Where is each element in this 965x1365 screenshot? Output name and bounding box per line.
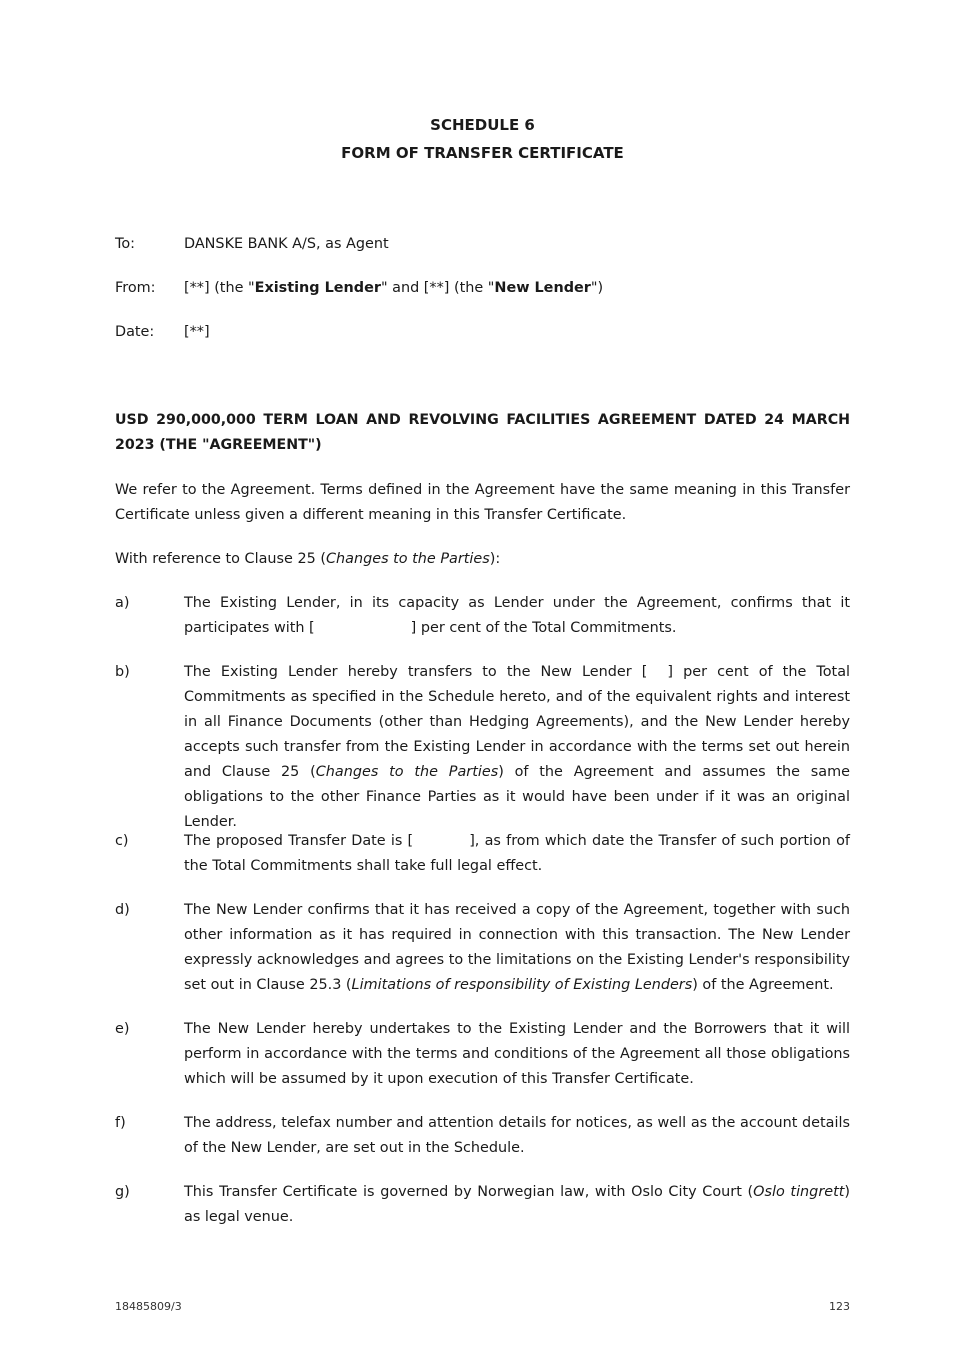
form-heading: FORM OF TRANSFER CERTIFICATE (341, 144, 624, 162)
list-text-c (184, 829, 850, 879)
item-c-text-1: The proposed Transfer Date is [ (184, 833, 414, 849)
item-g-text-2: ) as legal venue. (184, 1184, 850, 1225)
item-g-text-1: This Transfer Certificate is governed by Norwegian law, with Oslo City Court ( (184, 1184, 754, 1200)
list-text-f: The address, telefax number and attention details for notices, as well as the account details of the New Lender, are set out in the Schedule. (184, 1115, 850, 1156)
item-d-italic: Limitations of responsibility of Existing Lenders (351, 977, 693, 993)
date-label: Date: (115, 324, 155, 340)
list-item-g (115, 1180, 850, 1230)
to-label: To: (115, 236, 135, 252)
reference-text-2: ): (489, 551, 501, 567)
item-b-italic: Changes to the Parties (315, 764, 499, 780)
item-a-text-1: The Existing Lender, in its capacity as Lender under the Agreement, confirms that it participates with [ (184, 595, 850, 636)
list-item-a (115, 591, 850, 641)
from-label: From: (115, 280, 156, 296)
item-b-text-3: ) of the Agreement and assumes the same obligations to the other Finance Parties as it would have been under if it was an original Lender. (184, 764, 850, 830)
list-item-c (115, 829, 850, 879)
item-b-text-1: The Existing Lender hereby transfers to the New Lender [ (184, 664, 648, 680)
reference-italic: Changes to the Parties (325, 551, 490, 567)
list-marker-d: d) (115, 902, 130, 918)
item-d-text-2: ) of the Agreement. (692, 977, 834, 993)
reference-text-1: With reference to Clause 25 ( (115, 551, 326, 567)
list-marker-b: b) (115, 664, 130, 680)
list-item-e (115, 1017, 850, 1092)
item-a-text-2: ] per cent of the Total Commitments. (410, 620, 677, 636)
item-g-italic: Oslo tingrett (753, 1184, 845, 1200)
list-text-b (184, 660, 850, 835)
intro-paragraph: We refer to the Agreement. Terms defined in the Agreement have the same meaning in this Transfer Certificate unless given a different meaning in this Transfer Certificate. (115, 482, 850, 523)
existing-lender-term: Existing Lender (254, 280, 381, 296)
list-item-d (115, 898, 850, 998)
to-value: DANSKE BANK A/S, as Agent (184, 236, 389, 252)
from-text-1: [**] (the " (184, 280, 255, 296)
date-value: [**] (184, 324, 210, 340)
item-b-text-2: ] per cent of the Total Commitments as specified in the Schedule hereto, and of the equivalent rights and interest in all Finance Documents (other than Hedging Agreements), and the New Lender hereby accepts such transfer from the Existing Lender in accordance with the terms set out herein and Clause 25 ( (184, 664, 851, 780)
list-text-a (184, 591, 850, 641)
document-reference: 18485809/3 (115, 1300, 182, 1313)
page-number: 123 (829, 1300, 850, 1313)
from-text-3: ") (590, 280, 604, 296)
from-value (184, 277, 603, 299)
list-marker-e: e) (115, 1021, 130, 1037)
schedule-heading: SCHEDULE 6 (430, 116, 535, 134)
list-item-f (115, 1111, 850, 1161)
list-marker-a: a) (115, 595, 130, 611)
new-lender-term: New Lender (494, 280, 591, 296)
item-c-text-2: ], as from which date the Transfer of such portion of the Total Commitments shall take full legal effect. (184, 833, 850, 874)
list-item-b (115, 660, 850, 835)
list-text-e: The New Lender hereby undertakes to the Existing Lender and the Borrowers that it will perform in accordance with the terms and conditions of the Agreement all those obligations which will be assumed by it upon execution of this Transfer Certificate. (184, 1021, 850, 1087)
list-marker-f: f) (115, 1115, 126, 1131)
list-marker-c: c) (115, 833, 129, 849)
agreement-title: USD 290,000,000 TERM LOAN AND REVOLVING FACILITIES AGREEMENT DATED 24 MARCH 2023 (THE "AGREEMENT") (115, 412, 850, 453)
reference-paragraph (115, 547, 850, 572)
list-text-d (184, 898, 850, 998)
item-d-text-1: The New Lender confirms that it has received a copy of the Agreement, together with such other information as it has required in connection with this transaction. The New Lender expressly acknowledges and agrees to the limitations on the Existing Lender's responsibility set out in Clause 25.3 ( (184, 902, 850, 993)
list-text-g (184, 1180, 850, 1230)
list-marker-g: g) (115, 1184, 130, 1200)
from-text-2: " and [**] (the " (380, 280, 495, 296)
